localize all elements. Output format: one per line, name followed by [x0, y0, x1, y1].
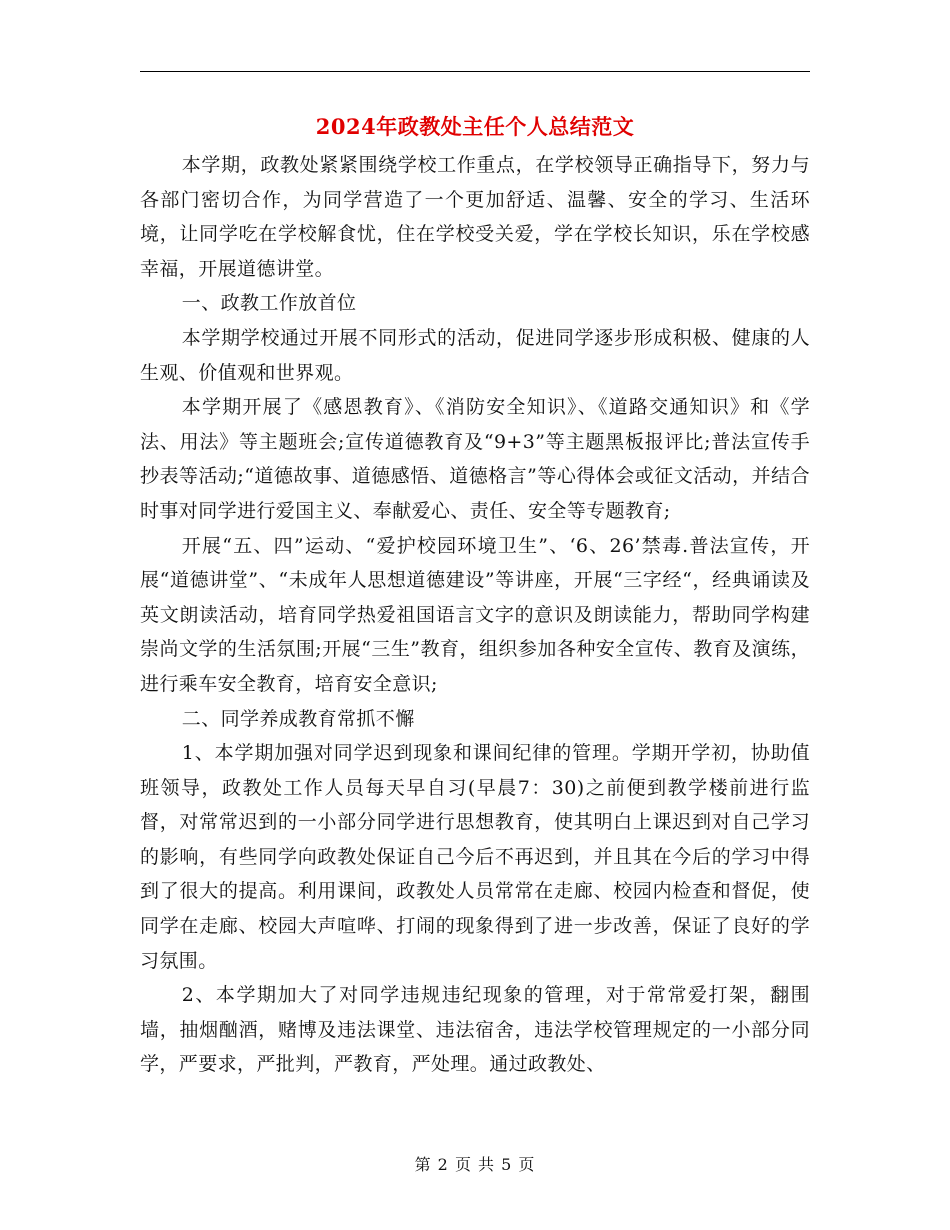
section-heading-1: 一、政教工作放首位 — [181, 292, 357, 315]
paragraph-activities-goal: 本学期学校通过开展不同形式的活动，促进同学逐步形成积极、健康的人生观、价值观和世界观。 — [140, 326, 810, 384]
document-body — [140, 148, 810, 1082]
document-title: 2024年政教处主任个人总结范文 — [315, 114, 635, 139]
paragraph-intro: 本学期，政教处紧紧围绕学校工作重点，在学校领导正确指导下，努力与各部门密切合作，为同学营造了一个更加舒适、温馨、安全的学习、生活环境，让同学吃在学校解食忧，住在学校受关爱，学在学校长知识，乐在学校感幸福，开展道德讲堂。 — [140, 154, 810, 280]
page-number: 第 2 页 共 5 页 — [414, 1155, 536, 1174]
section-heading-2: 二、同学养成教育常抓不懈 — [181, 707, 415, 730]
paragraph-events: 开展“五、四”运动、“爱护校园环境卫生”、‘6、26’禁毒.普法宣传，开展“道德讲堂”、“未成年人思想道德建设”等讲座，开展“三字经“，经典诵读及英文朗读活动，培育同学热爱祖国语言文字的意识及朗读能力，帮助同学构建崇尚文学的生活氛围;开展“三生”教育，组织参加各种安全宣传、教育及演练，进行乘车安全教育，培育安全意识; — [140, 534, 810, 695]
paragraph-lateness: 1、本学期加强对同学迟到现象和课间纪律的管理。学期开学初，协助值班领导，政教处工作人员每天早自习(早晨7：30)之前便到教学楼前进行监督，对常常迟到的一小部分同学进行思想教育，使其明白上课迟到对自己学习的影响，有些同学向政教处保证自己今后不再迟到，并且其在今后的学习中得到了很大的提高。利用课间，政教处人员常常在走廊、校园内检查和督促，使同学在走廊、校园大声喧哗、打闹的现象得到了进一步改善，保证了良好的学习氛围。 — [140, 742, 810, 972]
header-rule — [140, 71, 810, 72]
paragraph-theme-classes: 本学期开展了《感恩教育》、《消防安全知识》、《道路交通知识》和《学法、用法》等主题班会;宣传道德教育及“9+3”等主题黑板报评比;普法宣传手抄表等活动;“道德故事、道德感悟、道德格言”等心得体会或征文活动，并结合时事对同学进行爱国主义、奉献爱心、责任、安全等专题教育; — [140, 396, 810, 522]
paragraph-discipline: 2、本学期加大了对同学违规违纪现象的管理，对于常常爱打架，翻围墙，抽烟酗酒，赌博及违法课堂、违法宿舍，违法学校管理规定的一小部分同学，严要求，严批判，严教育，严处理。通过政教处、 — [140, 984, 810, 1076]
